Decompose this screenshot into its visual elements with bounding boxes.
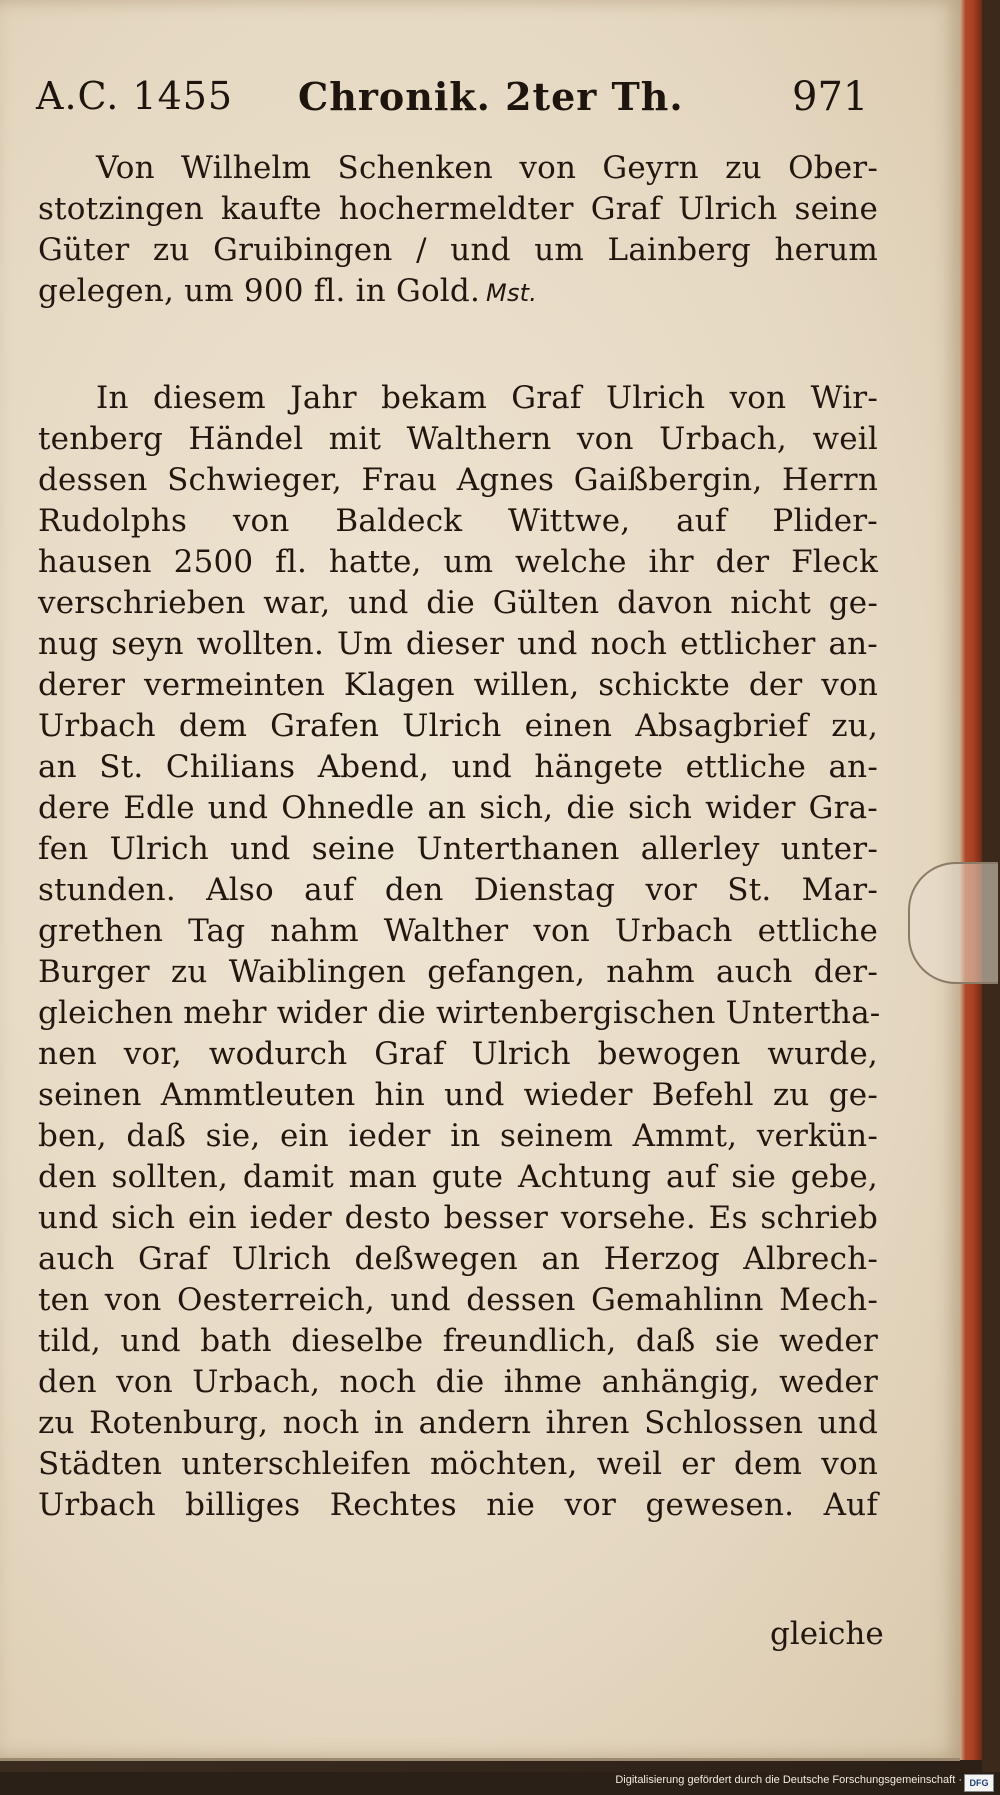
text-line: gleichen mehr wider die wirtenbergischen Untertha- [38,995,881,1031]
text-line: Rudolphs von Baldeck Wittwe, auf Plider- [38,503,878,539]
page-number: 971 [792,74,869,120]
text-line: hausen 2500 fl. hatte, um welche ihr der Fleck [38,544,878,580]
text-line: Urbach dem Grafen Ulrich einen Absagbrief zu, [38,708,878,744]
text-line: Güter zu Gruibingen / und um Lainberg herum [38,232,878,268]
text-line: ben, daß sie, ein ieder in seinem Ammt, verkün- [38,1118,878,1154]
text-line-content: gelegen, um 900 fl. in Gold. [38,273,481,309]
text-line: Urbach billiges Rechtes nie vor gewesen. Auf [38,1487,878,1523]
text-line: nen vor, wodurch Graf Ulrich bewogen wurde, [38,1036,878,1072]
header-year: A.C. 1455 [36,74,234,118]
text-line: dere Edle und Ohnedle an sich, die sich wider Gra- [38,790,878,826]
text-line: verschrieben war, und die Gülten davon nicht ge- [38,585,878,621]
text-line: stotzingen kaufte hochermeldter Graf Ulrich seine [38,191,878,227]
text-line: den von Urbach, noch die ihme anhängig, weder [38,1364,878,1400]
text-line: Burger zu Waiblingen gefangen, nahm auch der- [38,954,878,990]
running-header [36,74,876,132]
text-line: Von Wilhelm Schenken von Geyrn zu Ober- [96,150,878,186]
text-line: Städten unterschleifen möchten, weil er dem von [38,1446,878,1482]
text-line: dessen Schwieger, Frau Agnes Gaißbergin, Herrn [38,462,878,498]
text-line: derer vermeinten Klagen willen, schickte der von [38,667,878,703]
text-line: auch Graf Ulrich deßwegen an Herzog Albrech- [38,1241,878,1277]
text-line: seinen Ammtleuten hin und wieder Befehl zu ge- [38,1077,878,1113]
text-line: den sollten, damit man gute Achtung auf sie gebe, [38,1159,878,1195]
text-line: tild, und bath dieselbe freundlich, daß sie weder [38,1323,878,1359]
text-line-last [38,271,878,314]
text-line: ten von Oesterreich, und dessen Gemahlinn Mech- [38,1282,878,1318]
paragraph-1 [38,148,878,314]
dfg-logo: DFG [964,1774,994,1792]
clip-outline [908,862,998,984]
text-line: nug seyn wollten. Um dieser und noch ettlicher an- [38,626,878,662]
text-line: In diesem Jahr bekam Graf Ulrich von Wir- [96,380,878,416]
text-line: grethen Tag nahm Walther von Urbach ettliche [38,913,878,949]
funding-credit: Digitalisierung gefördert durch die Deutsche Forschungsgemeinschaft · [615,1774,962,1786]
text-line: und sich ein ieder desto besser vorsehe. Es schrieb [38,1200,878,1236]
text-line: zu Rotenburg, noch in andern ihren Schlossen und [38,1405,878,1441]
source-note: Mst. [486,279,538,307]
text-line: fen Ulrich und seine Unterthanen allerley unter- [38,831,878,867]
text-line: stunden. Also auf den Dienstag vor St. Mar- [38,872,878,908]
text-line: tenberg Händel mit Walthern von Urbach, weil [38,421,878,457]
text-line: an St. Chilians Abend, und hängete ettliche an- [38,749,878,785]
catchword: gleiche [770,1616,884,1652]
paragraph-2 [38,378,881,1526]
header-title: Chronik. 2ter Th. [298,74,684,119]
